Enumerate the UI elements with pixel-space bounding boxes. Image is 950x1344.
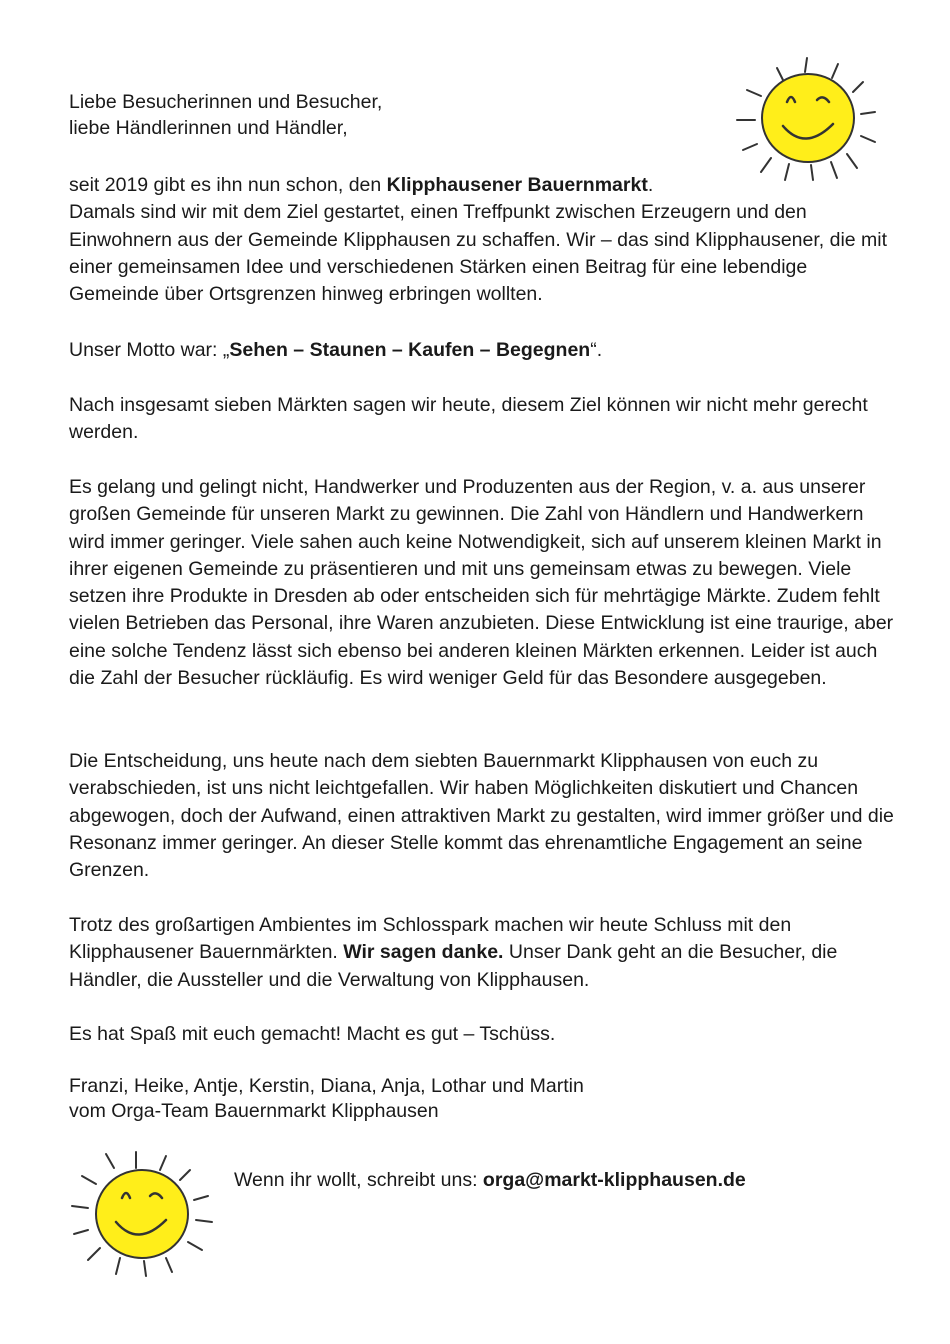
greeting-line-2: liebe Händlerinnen und Händler, bbox=[69, 116, 348, 139]
greeting bbox=[69, 90, 899, 141]
paragraph-nach-text: Nach insgesamt sieben Märkten sagen wir heute, diesem Ziel können wir nicht mehr gerecht werden. bbox=[69, 394, 868, 444]
motto-text: Sehen – Staunen – Kaufen – Begegnen bbox=[229, 339, 591, 361]
paragraph-trotz bbox=[69, 912, 899, 994]
contact-line bbox=[234, 1167, 746, 1194]
intro-text-start: seit 2019 gibt es ihn nun schon, den bbox=[69, 174, 387, 196]
paragraph-die bbox=[69, 748, 899, 884]
paragraph-trotz-start: Trotz des großartigen Ambientes im Schlosspark machen wir heute Schluss mit den Klipphausener Bauernmärkten. bbox=[69, 914, 792, 964]
motto-suffix: “. bbox=[590, 339, 603, 361]
paragraph-es-text: Es gelang und gelingt nicht, Handwerker und Produzenten aus der Region, v. a. aus unserer großen Gemeinde für unseren Markt zu gewinnen. Die Zahl von Händlern und Handwerkern wird immer geringer. Viele sahen auch keine Notwendigkeit, sich auf unserem kleinen Markt in ihrer eigenen Gemeinde zu präsentieren und mit uns gemeinsam etwas zu bewegen. Viele setzen ihre Produkte in Dresden ab oder entscheiden sich für mehrtägige Märkte. Zudem fehlt vielen Betrieben das Personal, ihre Waren anzubieten. Diese Entwicklung ist eine traurige, aber eine solche Tendenz lässt sich ebenso bei anderen kleinen Märkten erkennen. Leider ist auch die Zahl der Besucher rückläufig. Es wird weniger Geld für das Besondere ausgegeben. bbox=[69, 476, 894, 690]
motto-prefix: Unser Motto war: „ bbox=[69, 339, 230, 361]
market-name: Klipphausener Bauernmarkt bbox=[386, 174, 648, 196]
paragraph-die-text: Die Entscheidung, uns heute nach dem siebten Bauernmarkt Klipphausen von euch zu verabschieden, ist uns nicht leichtgefallen. Wir haben Möglichkeiten diskutiert und Chancen abgewogen, doch der Aufwand, einen attraktiven Markt zu gestalten, wird immer größer und die Resonanz immer geringer. An dieser Stelle kommt das ehrenamtliche Engagement an seine Grenzen. bbox=[69, 750, 894, 882]
paragraph-es bbox=[69, 474, 899, 692]
motto-paragraph bbox=[69, 337, 899, 364]
paragraph-trotz-rest: Unser Dank geht an die Besucher, die Händler, die Aussteller und die Verwaltung von Klipphausen. bbox=[69, 941, 838, 991]
greeting-line-1: Liebe Besucherinnen und Besucher, bbox=[69, 91, 383, 113]
paragraph-nach bbox=[69, 392, 899, 447]
contact-email-link[interactable]: orga@markt-klipphausen.de bbox=[482, 1169, 746, 1191]
farewell-text: Es hat Spaß mit euch gemacht! Macht es gut – Tschüss. bbox=[69, 1023, 556, 1045]
signature-names: Franzi, Heike, Antje, Kerstin, Diana, Anja, Lothar und Martin bbox=[69, 1075, 584, 1097]
paragraph-farewell bbox=[69, 1021, 899, 1048]
signature-team: vom Orga-Team Bauernmarkt Klipphausen bbox=[69, 1099, 439, 1122]
smiling-sun-icon bbox=[66, 1148, 226, 1280]
contact-label: Wenn ihr wollt, schreibt uns: bbox=[234, 1169, 483, 1191]
thanks-text: Wir sagen danke. bbox=[343, 941, 504, 964]
intro-text-rest: . Damals sind wir mit dem Ziel gestartet, einen Treffpunkt zwischen Erzeugern und den Einwohnern aus der Gemeinde Klipphausen zu schaffen. Wir – das sind Klipphausener, die mit einer gemeinsamen Idee und verschiedenen Stärken einen Beitrag für eine lebendige Gemeinde über Ortsgrenzen hinweg erbringen wollten. bbox=[69, 174, 888, 306]
signature bbox=[69, 1074, 899, 1123]
intro-paragraph bbox=[69, 172, 899, 308]
